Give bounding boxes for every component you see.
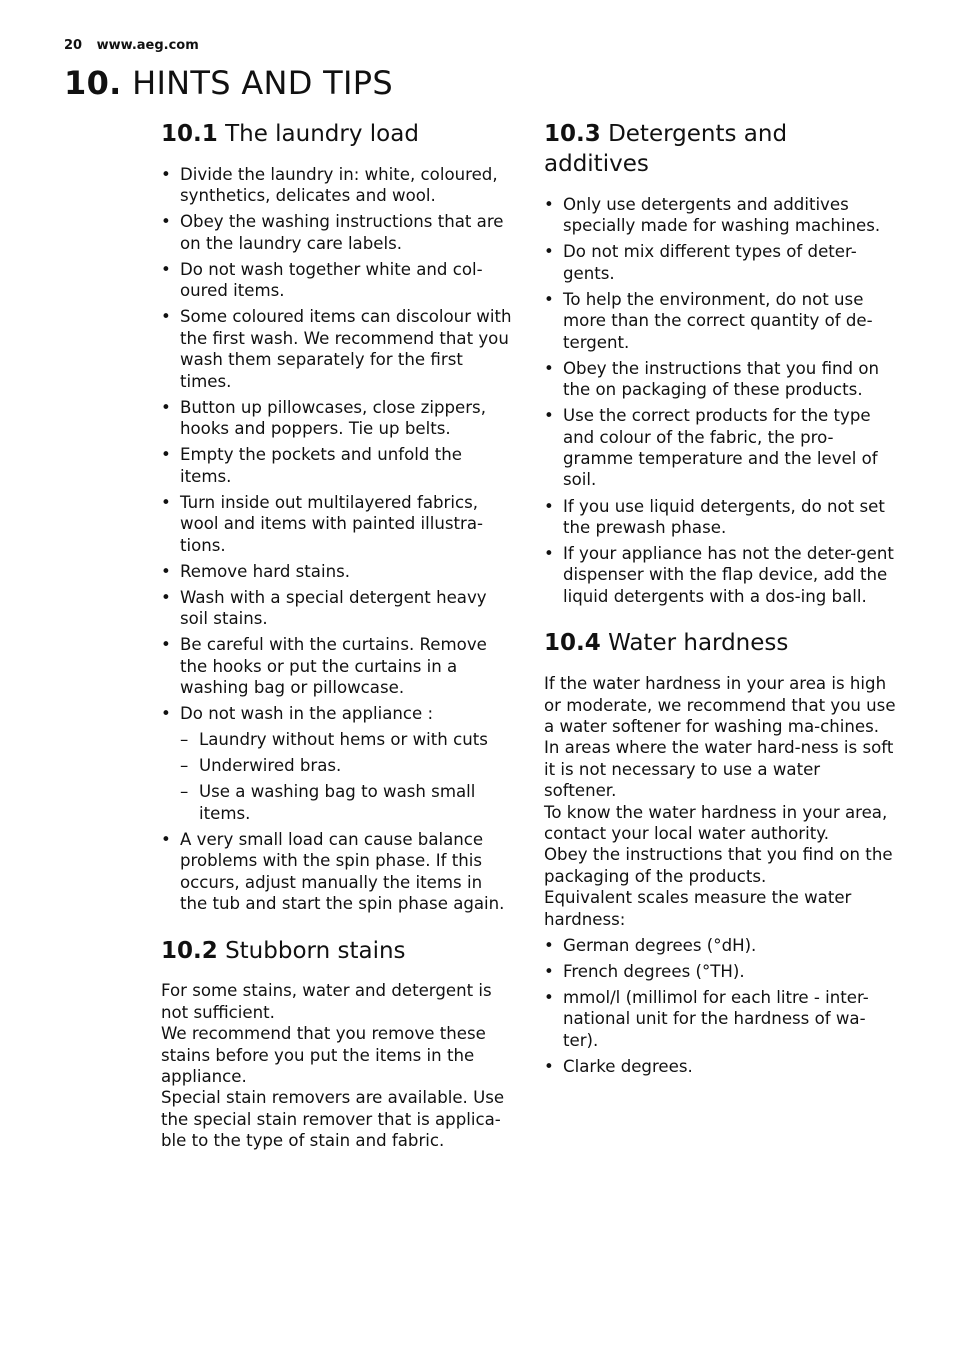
- paragraph: If the water hardness in your area is high or moderate, we recommend that you use a water softener for washing ma-chines. In areas where the water hard-ness is soft it is not necessary to use a water softener.: [544, 674, 896, 801]
- page-number: 20: [64, 38, 83, 53]
- list-item: [161, 444, 513, 487]
- sub-list: [180, 729, 513, 824]
- detergents-list: [544, 194, 896, 607]
- section-number: 10.3: [544, 121, 601, 147]
- sub-list-item: [180, 781, 513, 824]
- list-item: [544, 496, 896, 539]
- bullet-icon: •: [544, 194, 554, 214]
- dash-icon: –: [180, 730, 189, 750]
- bullet-icon: •: [161, 445, 171, 465]
- bullet-icon: •: [161, 492, 171, 512]
- list-item-text: Turn inside out multilayered fabrics, wool and items with painted illustra-tions.: [180, 492, 483, 555]
- sub-list-item-text: Laundry without hems or with cuts: [199, 730, 488, 750]
- section-heading-laundry-load: [161, 120, 513, 150]
- laundry-load-list: [161, 164, 513, 915]
- list-item: [544, 987, 896, 1051]
- section-number: 10.1: [161, 121, 218, 147]
- sub-list-item-text: Underwired bras.: [199, 756, 342, 776]
- list-item-text: If you use liquid detergents, do not set the prewash phase.: [563, 496, 885, 537]
- list-item: [544, 543, 896, 607]
- list-item: [544, 194, 896, 237]
- bullet-icon: •: [161, 561, 171, 581]
- list-item: [544, 961, 896, 982]
- list-item-text: Wash with a special detergent heavy soil stains.: [180, 587, 487, 629]
- bullet-icon: •: [161, 259, 171, 279]
- list-item-text: Only use detergents and additives specially made for washing machines.: [563, 194, 881, 236]
- bullet-icon: •: [544, 406, 554, 426]
- bullet-icon: •: [161, 212, 171, 232]
- section-title: The laundry load: [225, 121, 419, 147]
- list-item-text: Obey the washing instructions that are on the laundry care labels.: [180, 212, 504, 253]
- bullet-icon: •: [161, 704, 171, 724]
- bullet-icon: •: [544, 496, 554, 516]
- bullet-icon: •: [544, 935, 554, 955]
- list-item: [161, 259, 513, 302]
- left-column: [161, 120, 513, 1152]
- paragraph: We recommend that you remove these stains before you put the items in the appliance.: [161, 1024, 486, 1087]
- section-number: 10.4: [544, 630, 601, 657]
- paragraph: Equivalent scales measure the water hardness:: [544, 888, 852, 929]
- section-heading-water-hardness: [544, 629, 896, 659]
- list-item: [161, 634, 513, 698]
- paragraph: Special stain removers are available. Use the special stain remover that is applica-ble to the type of stain and fabric.: [161, 1088, 505, 1151]
- bullet-icon: •: [161, 587, 171, 607]
- bullet-icon: •: [161, 829, 171, 849]
- list-item: [544, 1056, 896, 1077]
- list-item-text: Clarke degrees.: [563, 1056, 693, 1076]
- list-item-text: Do not wash together white and col-oured items.: [180, 259, 483, 301]
- bullet-icon: •: [544, 1056, 554, 1076]
- list-item: [161, 164, 513, 207]
- list-item-text: To help the environment, do not use more than the correct quantity of de-tergent.: [563, 289, 873, 352]
- list-item: [161, 397, 513, 440]
- bullet-icon: •: [544, 242, 554, 262]
- hardness-scales-list: [544, 935, 896, 1078]
- list-item: [544, 358, 896, 401]
- chapter-title-text: HINTS AND TIPS: [132, 64, 393, 102]
- list-item: [544, 405, 896, 491]
- section-number: 10.2: [161, 937, 218, 964]
- bullet-icon: •: [161, 397, 171, 417]
- list-item-text: Some coloured items can discolour with the first wash. We recommend that you wash them separately for the first times.: [180, 307, 512, 391]
- sub-list-item-text: Use a washing bag to wash small items.: [199, 782, 476, 823]
- bullet-icon: •: [544, 289, 554, 309]
- list-item: [161, 561, 513, 582]
- list-item-text: Do not mix different types of deter-gents.: [563, 242, 857, 283]
- bullet-icon: •: [544, 987, 554, 1007]
- paragraph: For some stains, water and detergent is not sufficient.: [161, 981, 492, 1022]
- list-item: [161, 587, 513, 630]
- section-heading-stubborn-stains: [161, 937, 513, 967]
- list-item: [161, 306, 513, 392]
- section-heading-detergents: [544, 120, 896, 180]
- list-item: [161, 829, 513, 915]
- chapter-title: [64, 64, 393, 102]
- website-link[interactable]: www.aeg.com: [96, 38, 199, 53]
- list-item: [544, 289, 896, 353]
- list-item-text: Button up pillowcases, close zippers, hooks and poppers. Tie up belts.: [180, 397, 486, 439]
- paragraph: Obey the instructions that you find on the packaging of the products.: [544, 845, 893, 886]
- sub-list-item: [180, 729, 513, 750]
- list-item-text: A very small load can cause balance problems with the spin phase. If this occurs, adjust manually the items in the tub and start the spin phase again.: [180, 829, 505, 914]
- chapter-number: 10.: [64, 64, 122, 102]
- list-item: [161, 492, 513, 556]
- list-item-text: Empty the pockets and unfold the items.: [180, 445, 462, 486]
- list-item-text: Divide the laundry in: white, coloured, synthetics, delicates and wool.: [180, 164, 498, 206]
- list-item-text: French degrees (°TH).: [563, 961, 745, 981]
- section-title: Water hardness: [608, 630, 789, 657]
- bullet-icon: •: [161, 635, 171, 655]
- list-item-text: Use the correct products for the type and colour of the fabric, the pro-gramme temperature and the level of soil.: [563, 406, 878, 490]
- bullet-icon: •: [544, 961, 554, 981]
- bullet-icon: •: [544, 544, 554, 563]
- section-title: Detergents and additives: [544, 121, 788, 177]
- dash-icon: –: [180, 756, 189, 776]
- list-item-text: Do not wash in the appliance :: [180, 704, 434, 724]
- list-item-text: mmol/l (millimol for each litre - inter-national unit for the hardness of wa-ter).: [563, 987, 869, 1050]
- bullet-icon: •: [161, 307, 171, 327]
- list-item-text: Remove hard stains.: [180, 561, 351, 581]
- section-title: Stubborn stains: [225, 937, 406, 964]
- paragraph: To know the water hardness in your area, contact your local water authority.: [544, 802, 888, 843]
- list-item: [161, 703, 513, 824]
- right-column: [544, 120, 896, 1082]
- list-item: [161, 211, 513, 254]
- sub-list-item: [180, 755, 513, 776]
- dash-icon: –: [180, 782, 189, 802]
- bullet-icon: •: [161, 164, 171, 184]
- bullet-icon: •: [544, 358, 554, 378]
- list-item-text: Be careful with the curtains. Remove the hooks or put the curtains in a washing bag or pillowcase.: [180, 635, 487, 698]
- list-item-text: If your appliance has not the deter-gent dispenser with the flap device, add the liquid detergents with a dos-ing ball.: [563, 544, 894, 606]
- list-item-text: Obey the instructions that you find on the on packaging of these products.: [563, 358, 880, 400]
- list-item: [544, 241, 896, 284]
- page-header: [64, 38, 199, 53]
- list-item-text: German degrees (°dH).: [563, 935, 757, 955]
- list-item: [544, 935, 896, 956]
